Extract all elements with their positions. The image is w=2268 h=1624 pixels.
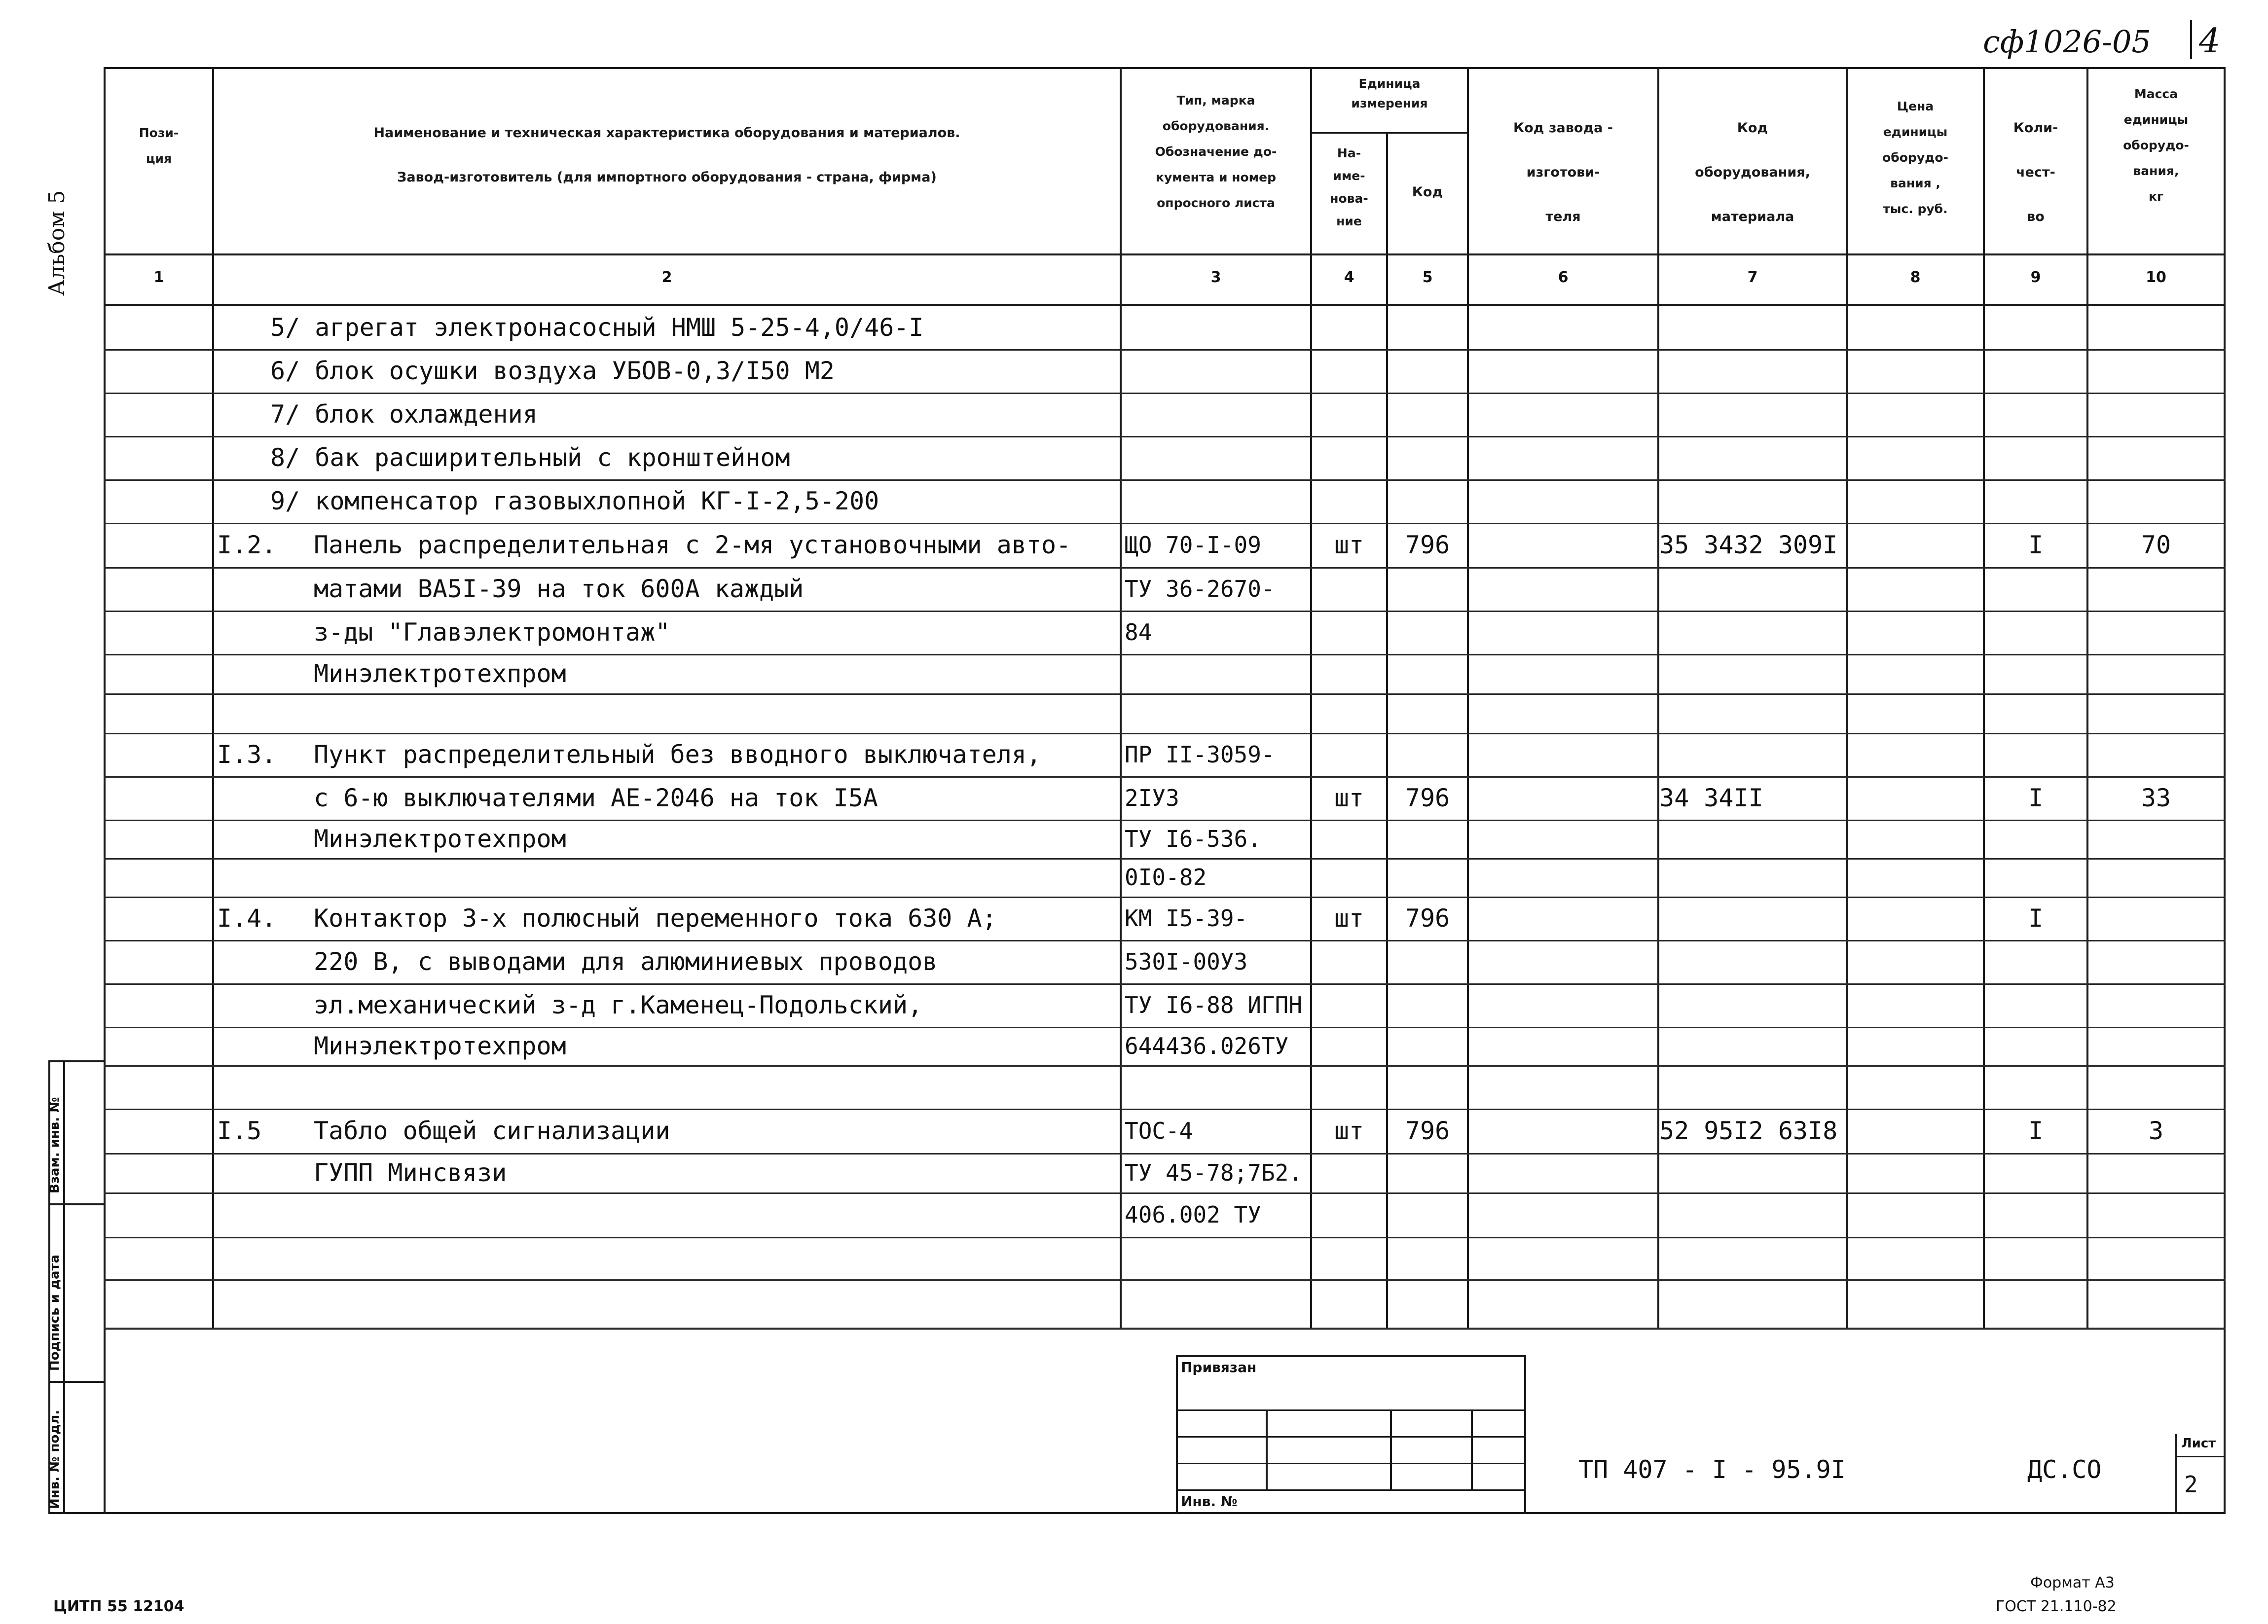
sheet-label: Лист — [2181, 1436, 2216, 1451]
row-separator — [104, 654, 2226, 655]
row-separator — [104, 349, 2226, 351]
cell-name: Пункт распределительный без вводного выключателя, — [314, 740, 1042, 769]
row-separator — [104, 611, 2226, 612]
left-stamp-signature-date: Подпись и дата — [47, 1254, 62, 1371]
cell-type: 2IУ3 — [1125, 785, 1179, 811]
cell-mass: 3 — [2148, 1117, 2164, 1145]
row-separator — [104, 897, 2226, 898]
header-mass: Масса единицы оборудо- вания, кг — [2123, 87, 2189, 204]
colnum-2: 2 — [661, 269, 672, 286]
corner-separator — [2190, 20, 2192, 59]
cell-type: ПР II-3059- — [1125, 741, 1275, 768]
row-separator — [104, 940, 2226, 941]
row-separator — [104, 1065, 2226, 1067]
sheet-number: 2 — [2184, 1471, 2198, 1498]
colnum-10: 10 — [2146, 269, 2166, 286]
header-unit-code: Код — [1412, 184, 1443, 200]
document-number: ТП 407 - I - 95.9I — [1578, 1455, 1846, 1484]
header-unit-group: Единица измерения — [1351, 76, 1428, 110]
footer-format: Формат А3 — [2030, 1574, 2115, 1591]
colnum-9: 9 — [2030, 269, 2041, 286]
cell-name: 7/ блок охлаждения — [270, 400, 538, 429]
row-separator — [104, 393, 2226, 394]
cell-type: ТУ I6-536. — [1125, 826, 1261, 852]
cell-type: КМ I5-39- — [1125, 905, 1248, 932]
cell-name: Минэлектротехпром — [314, 659, 566, 688]
header-quantity: Коли- чест- во — [2013, 120, 2058, 224]
cell-qty: I — [2028, 531, 2044, 559]
row-separator — [104, 1192, 2226, 1194]
cell-name: 5/ агрегат электронасосный НМШ 5-25-4,0/46-I — [270, 313, 924, 342]
row-separator — [104, 1109, 2226, 1110]
footer-gost: ГОСТ 21.110-82 — [1996, 1598, 2117, 1615]
header-unit-price: Цена единицы оборудо- вания , тыс. руб. — [1882, 99, 1948, 216]
row-separator — [104, 479, 2226, 481]
cell-unit: шт — [1334, 904, 1364, 933]
cell-type: 644436.026ТУ — [1125, 1033, 1289, 1059]
cell-name: с 6-ю выключателями АЕ-2046 на ток I5А — [314, 784, 878, 812]
cell-unit: шт — [1334, 1117, 1364, 1145]
attached-label: Привязан — [1181, 1359, 1257, 1375]
cell-type: ТОС-4 — [1125, 1118, 1193, 1144]
row-separator — [104, 693, 2226, 695]
header-type: Тип, марка оборудования. Обозначение до- кумента и номер опросного листа — [1155, 93, 1277, 210]
header-position: Пози- ция — [139, 126, 179, 166]
colnum-3: 3 — [1210, 269, 1221, 286]
header-unit-name: На- име- нова- ние — [1330, 146, 1368, 228]
inventory-label: Инв. № — [1181, 1493, 1238, 1510]
colnum-8: 8 — [1910, 269, 1921, 286]
cell-qty: I — [2028, 784, 2044, 812]
cell-name: матами ВА5I-39 на ток 600А каждый — [314, 575, 804, 603]
cell-unit: шт — [1334, 784, 1364, 812]
cell-name: Табло общей сигнализации — [314, 1117, 670, 1145]
album-label: Альбом 5 — [44, 190, 70, 296]
cell-name: Панель распределительная с 2-мя установочными авто- — [314, 531, 1071, 559]
cell-code: 796 — [1405, 531, 1450, 559]
row-separator — [104, 820, 2226, 821]
header-name: Наименование и техническая характеристика оборудования и материалов. Завод-изготовитель (для импортного оборудования - страна, фирма) — [373, 125, 960, 185]
colnum-1: 1 — [153, 269, 164, 286]
cell-type: 406.002 ТУ — [1125, 1201, 1261, 1228]
cell-mass: 33 — [2141, 784, 2171, 812]
cell-unit: шт — [1334, 531, 1364, 559]
cell-name: Минэлектротехпром — [314, 825, 566, 853]
colnum-6: 6 — [1558, 269, 1569, 286]
row-separator — [104, 523, 2226, 524]
cell-name: 6/ блок осушки воздуха УБОВ-0,3/I50 М2 — [270, 357, 835, 385]
cell-mass: 70 — [2141, 531, 2171, 559]
cell-name: Минэлектротехпром — [314, 1032, 566, 1060]
cell-eq: 35 3432 309I — [1659, 531, 1838, 559]
cell-code: 796 — [1405, 784, 1450, 812]
cell-name: 9/ компенсатор газовыхлопной КГ-I-2,5-200 — [270, 487, 879, 515]
row-separator — [104, 567, 2226, 569]
cell-eq: 34 34II — [1659, 784, 1763, 812]
cell-qty: I — [2028, 904, 2044, 933]
document-code: ДС.СО — [2027, 1455, 2102, 1484]
cell-type: 530I-00У3 — [1125, 948, 1248, 975]
cell-pos: I.2. — [217, 531, 277, 559]
colnum-5: 5 — [1422, 269, 1433, 286]
row-separator — [104, 733, 2226, 734]
footer-print-code: ЦИТП 55 12104 — [53, 1598, 184, 1615]
corner-page-number: 4 — [2199, 22, 2221, 61]
cell-name: эл.механический з-д г.Каменец-Подольский, — [314, 991, 923, 1019]
row-separator — [104, 776, 2226, 778]
header-equipment-code: Код оборудования, материала — [1695, 120, 1810, 224]
row-separator — [104, 436, 2226, 437]
cell-pos: I.4. — [217, 904, 277, 933]
cell-qty: I — [2028, 1117, 2044, 1145]
cell-pos: I.3. — [217, 740, 277, 769]
header-factory-code: Код завода - изготови- теля — [1513, 120, 1613, 224]
row-separator — [104, 858, 2226, 860]
cell-name: ГУПП Минсвязи — [314, 1158, 507, 1187]
cell-name: з-ды "Главэлектромонтаж" — [314, 618, 670, 647]
colnum-7: 7 — [1747, 269, 1758, 286]
cell-name: 220 В, с выводами для алюминиевых проводов — [314, 947, 938, 976]
cell-type: ТУ 36-2670- — [1125, 576, 1275, 602]
cell-type: ТУ I6-88 ИГПН — [1125, 992, 1303, 1018]
cell-type: ТУ 45-78;7Б2. — [1125, 1159, 1303, 1186]
left-stamp-replace-inv: Взам. инв. № — [47, 1097, 62, 1193]
row-separator — [104, 1328, 2226, 1329]
colnum-4: 4 — [1344, 269, 1354, 286]
row-separator — [104, 1153, 2226, 1155]
cell-type: 84 — [1125, 619, 1152, 646]
row-separator — [104, 1027, 2226, 1028]
cell-code: 796 — [1405, 1117, 1450, 1145]
left-stamp-inv-original: Инв. № подл. — [47, 1409, 62, 1509]
cell-name: Контактор 3-х полюсный переменного тока 630 А; — [314, 904, 997, 933]
cell-type: ЩО 70-I-09 — [1125, 532, 1261, 558]
cell-code: 796 — [1405, 904, 1450, 933]
row-separator — [104, 983, 2226, 985]
cell-pos: I.5 — [217, 1117, 262, 1145]
cell-type: 0I0-82 — [1125, 864, 1207, 891]
cell-eq: 52 95I2 63I8 — [1659, 1117, 1838, 1145]
cell-name: 8/ бак расширительный с кронштейном — [270, 443, 790, 472]
row-separator — [104, 1237, 2226, 1238]
sheet-code: сф1026-05 — [1983, 24, 2151, 60]
row-separator — [104, 1279, 2226, 1281]
